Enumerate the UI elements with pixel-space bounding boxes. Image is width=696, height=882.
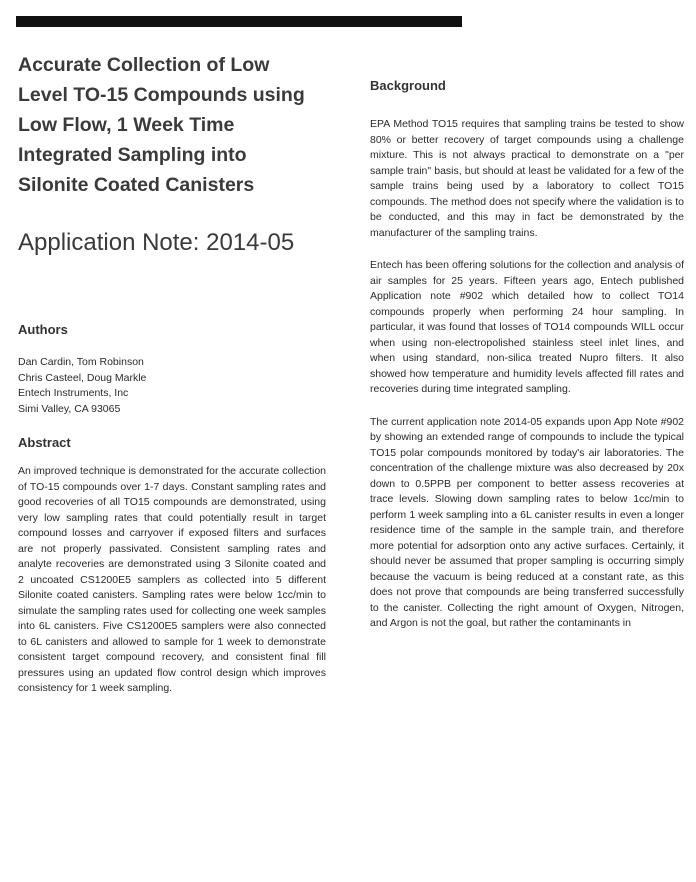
abstract-heading: Abstract <box>18 435 71 450</box>
background-paragraph-2: Entech has been offering solutions for the collection and analysis of air samples for 25 years. Fifteen years ago, Entech published Application note #902 which detailed how to collect TO14 compounds properly when performing 24 hour sampling. In particular, it was found that losses of TO14 compounds WILL occur when using non-electropolished stainless steel inlet lines, and when using standard, non-silica treated Nupro filters. It also showed how temperature and humidity levels affected fill rates and recoveries during time integrated sampling. <box>370 259 684 395</box>
application-note-number: Application Note: 2014-05 <box>18 229 295 256</box>
top-rule <box>16 16 462 27</box>
background-heading: Background <box>370 78 446 93</box>
title-line: Low Flow, 1 Week Time <box>18 114 235 136</box>
title-line: Accurate Collection of Low <box>18 54 270 76</box>
title-line: Level TO-15 Compounds using <box>18 84 305 106</box>
abstract-text: An improved technique is demonstrated for the accurate collection of TO-15 compounds over 1-7 days. Constant sampling rates and good recoveries of all TO15 compounds are demonstrated, using very low sampling rates that could potentially result in target compound losses and carryover if exposed filters and surfaces are not properly passivated. Consistent sampling rates and analyte recoveries are demonstrated using 3 Silonite coated and 2 uncoated CS1200E5 samplers as collected into 5 different Silonite coated canisters. Sampling rates were below 1cc/min to simulate the sampling rates used for collecting one week samples into 6L canisters. Five CS1200E5 samplers were also connected to 6L canisters and allowed to sample for 1 week to demonstrate consistent target compound recovery, and consistent final fill pressures using an updated flow control design which improves consistency for 1 week sampling. <box>18 465 326 694</box>
right-column <box>370 78 684 632</box>
title-line: Integrated Sampling into <box>18 144 247 166</box>
author-line: Dan Cardin, Tom Robinson <box>18 356 144 368</box>
author-line: Entech Instruments, Inc <box>18 387 129 399</box>
authors-block <box>18 355 326 417</box>
authors-heading: Authors <box>18 322 68 337</box>
left-column <box>18 50 326 697</box>
background-paragraph-3: The current application note 2014-05 expands upon App Note #902 by showing an extended range of compounds to include the typical TO15 polar compounds monitored by today's air laboratories. The concentration of the challenge mixture was also decreased by 20x down to 0.5PPB per component to better assess recoveries at trace levels. Slowing down sampling rates to below 1cc/min to perform 1 week sampling into a 6L canister results in even a longer residence time of the sample in the sample train, and therefore more potential for adsorption onto any active surfaces. Certainly, it should never be assumed that proper sampling is occurring simply because the vacuum is being reduced at a constant rate, as this does not prove that compounds are being transferred successfully to the canister. Collecting the right amount of Oxygen, Nitrogen, and Argon is not the goal, but rather the contaminants in <box>370 415 684 629</box>
paper-title <box>18 50 326 200</box>
title-line: Silonite Coated Canisters <box>18 174 255 196</box>
author-line: Simi Valley, CA 93065 <box>18 402 121 415</box>
background-paragraph-1: EPA Method TO15 requires that sampling trains be tested to show 80% or better recovery of target compounds using a challenge mixture. This is not always practical to demonstrate on a "per sample train" basis, but should at least be validated for a few of the sample trains being used by a laboratory to collect TO15 compounds. The method does not specify where the validation is to be conducted, and this may in fact be demonstrated by the manufacturer of the sampling trains. <box>370 118 684 239</box>
author-line: Chris Casteel, Doug Markle <box>18 371 147 384</box>
